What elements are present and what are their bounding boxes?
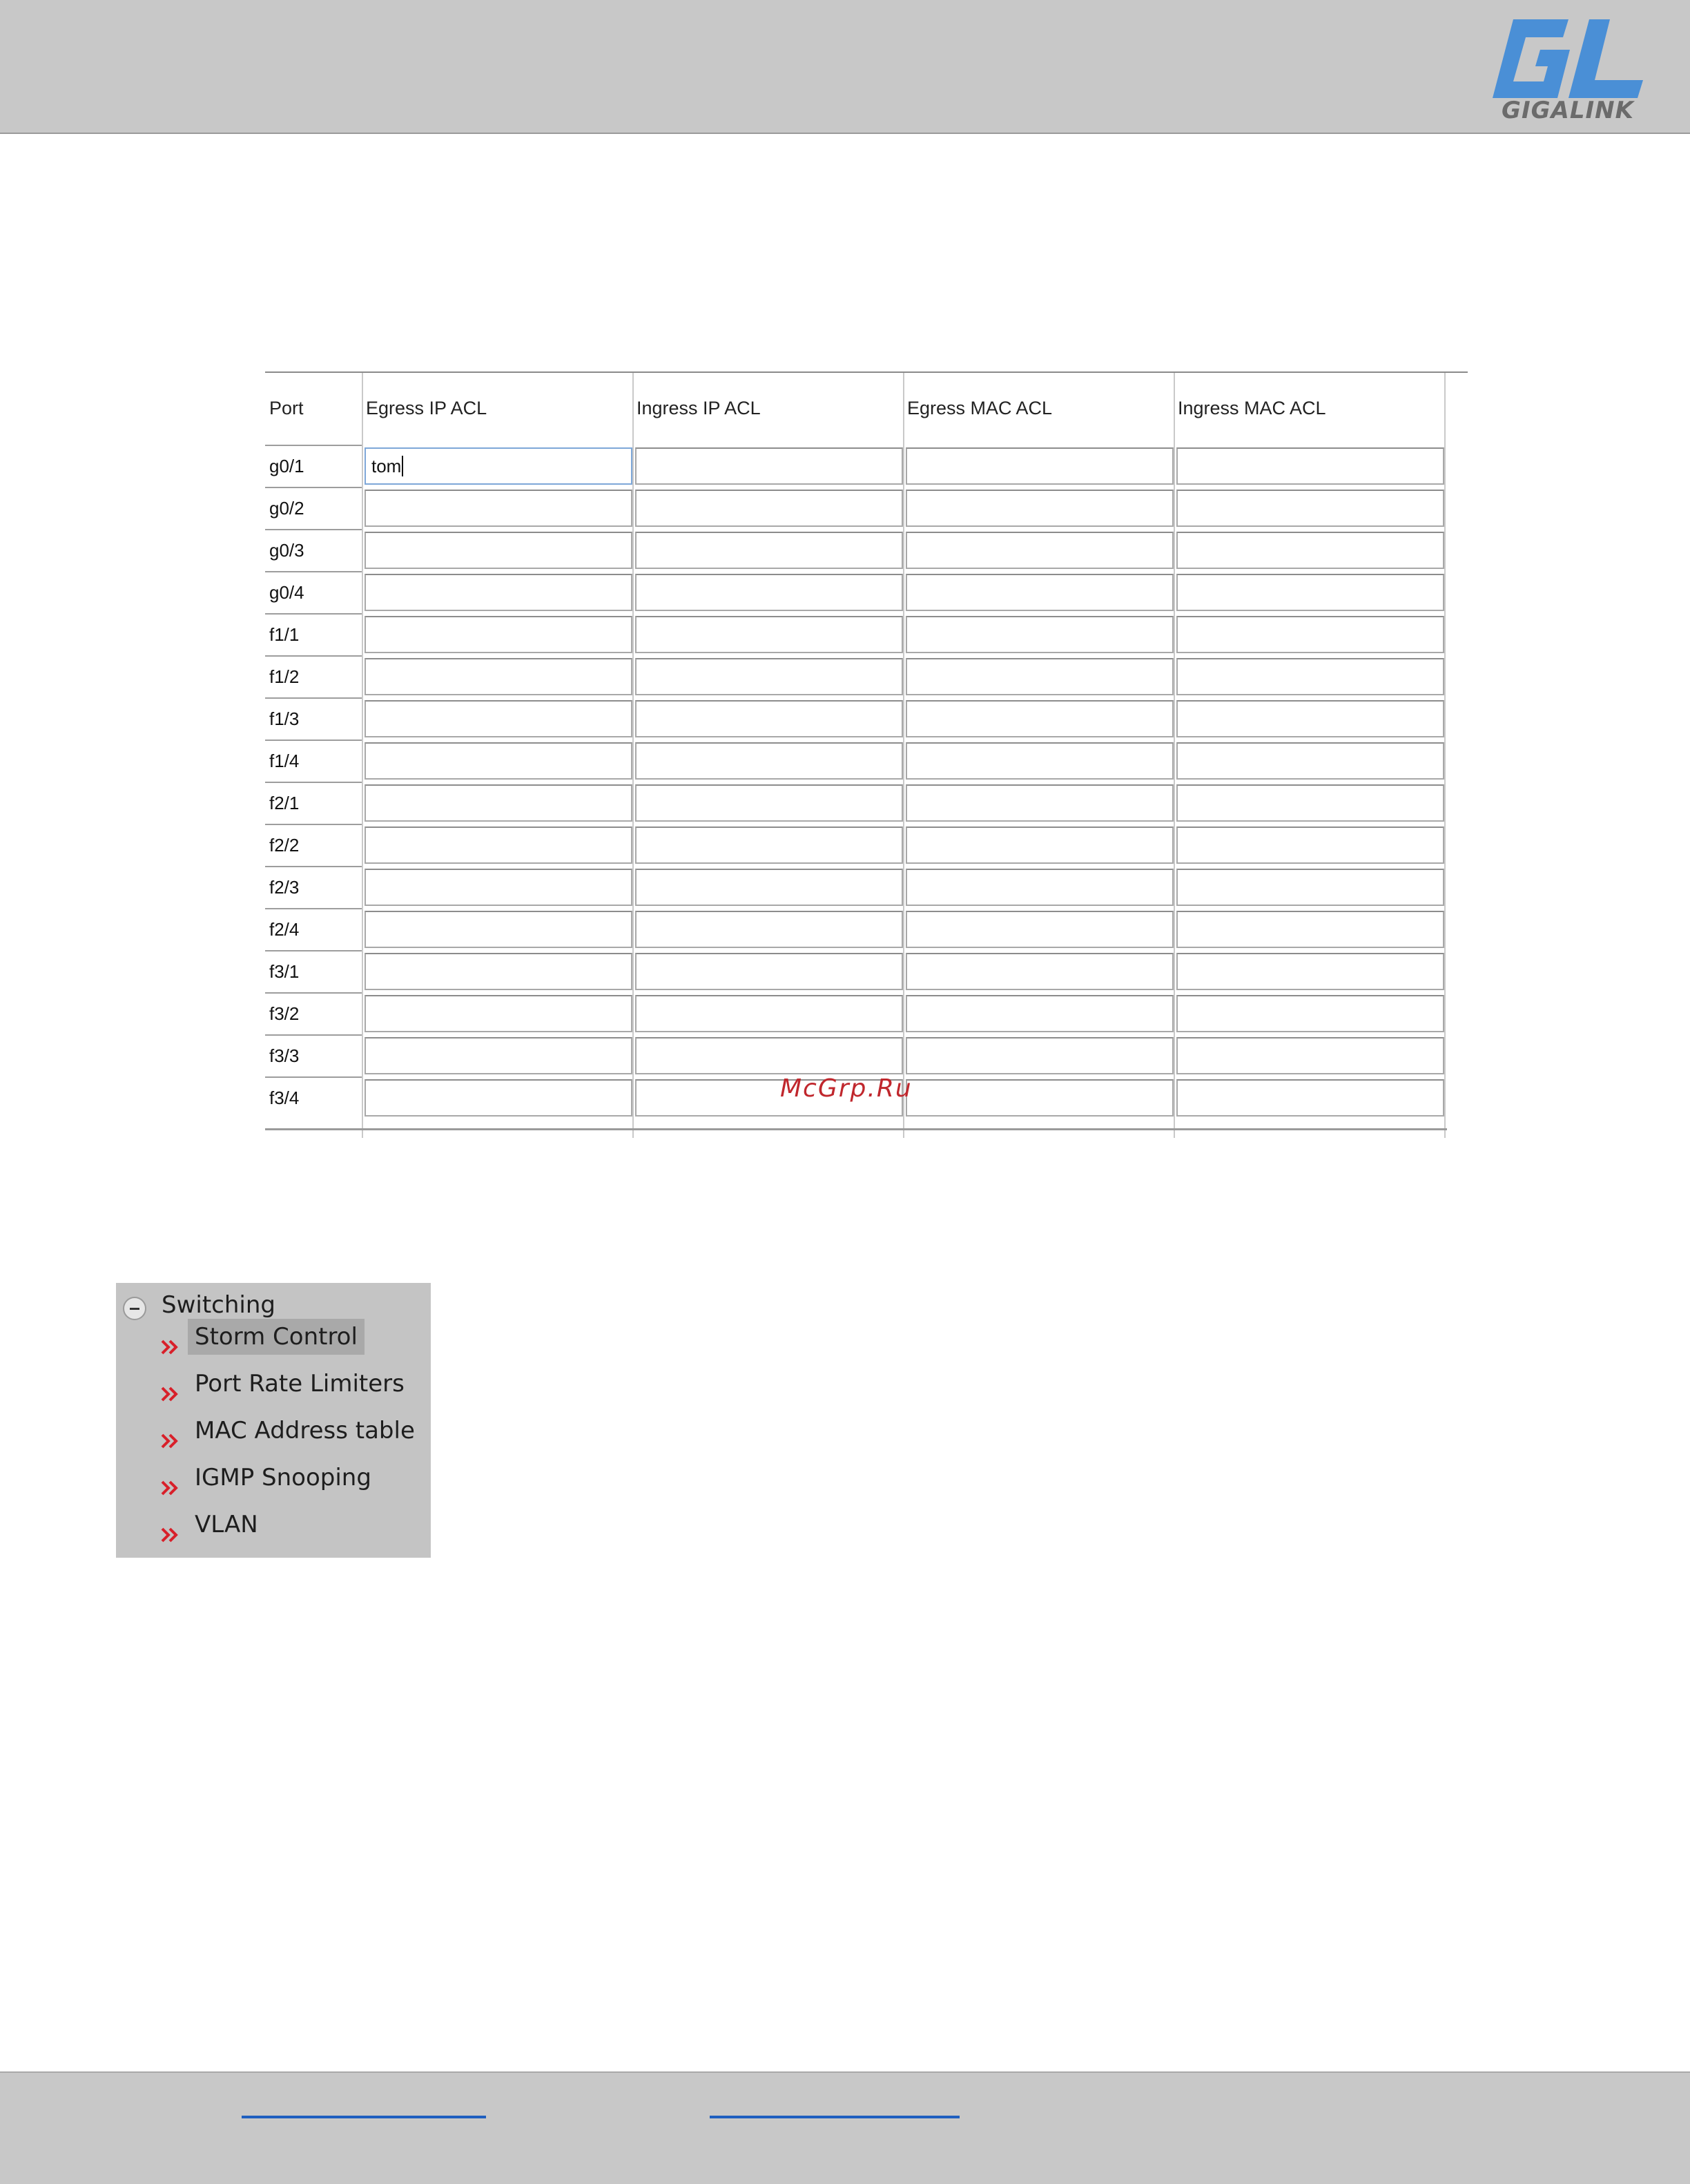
row-divider [265,655,362,657]
egress-ip-acl-input[interactable] [365,827,632,864]
tree-item-label: IGMP Snooping [195,1464,371,1491]
egress-mac-acl-input[interactable] [906,827,1174,864]
port-label: f2/3 [269,877,300,898]
page-footer [0,2071,1690,2184]
ingress-mac-acl-input[interactable] [1176,742,1444,780]
egress-ip-acl-input[interactable] [365,447,632,485]
port-label: f3/4 [269,1088,300,1108]
ingress-ip-acl-input[interactable] [635,1037,903,1074]
column-divider [1174,373,1175,1138]
column-divider [903,373,904,1138]
tree-item[interactable] [150,1319,427,1364]
row-divider [265,445,362,446]
egress-mac-acl-input[interactable] [906,869,1174,906]
ingress-mac-acl-input[interactable] [1176,447,1444,485]
row-divider [265,487,362,488]
logo-wordmark: GIGALINK [1502,97,1634,124]
row-divider [265,1034,362,1036]
ingress-ip-acl-input[interactable] [635,700,903,737]
tree-item-label: Storm Control [188,1319,365,1355]
ingress-ip-acl-input[interactable] [635,995,903,1032]
row-divider [265,613,362,615]
port-label: f1/1 [269,624,300,645]
row-divider [265,992,362,994]
egress-ip-acl-input[interactable] [365,869,632,906]
ingress-mac-acl-input[interactable] [1176,869,1444,906]
tree-node-label: Switching [162,1291,275,1319]
tree-item[interactable] [150,1366,427,1411]
tree-item[interactable] [150,1413,427,1458]
ingress-ip-acl-input[interactable] [635,658,903,695]
footer-link-underline[interactable] [710,2116,960,2118]
footer-link-underline[interactable] [242,2116,486,2118]
tree-item[interactable] [150,1460,427,1505]
column-divider [632,373,634,1138]
egress-ip-acl-input[interactable] [365,784,632,822]
ingress-ip-acl-input[interactable] [635,827,903,864]
text-caret [402,456,403,476]
egress-mac-acl-input[interactable] [906,658,1174,695]
ingress-mac-acl-input[interactable] [1176,953,1444,990]
row-divider [265,866,362,867]
egress-ip-acl-input[interactable] [365,742,632,780]
row-divider [265,1076,362,1078]
egress-mac-acl-input[interactable] [906,490,1174,527]
port-label: f3/1 [269,961,300,982]
ingress-mac-acl-input[interactable] [1176,1037,1444,1074]
tree-item-label: VLAN [195,1511,258,1538]
egress-mac-acl-input[interactable] [906,532,1174,569]
double-chevron-right-icon [160,1431,184,1451]
egress-ip-acl-input[interactable] [365,1079,632,1117]
egress-ip-acl-input[interactable] [365,532,632,569]
ingress-mac-acl-input[interactable] [1176,827,1444,864]
table-cut-edge [265,1128,1447,1130]
egress-mac-acl-input[interactable] [906,447,1174,485]
ingress-ip-acl-input[interactable] [635,574,903,611]
port-label: f3/3 [269,1045,300,1066]
ingress-ip-acl-input[interactable] [635,911,903,948]
egress-ip-acl-input[interactable] [365,490,632,527]
egress-ip-acl-input[interactable] [365,616,632,653]
egress-mac-acl-input[interactable] [906,953,1174,990]
ingress-mac-acl-input[interactable] [1176,658,1444,695]
egress-ip-acl-input[interactable] [365,911,632,948]
ingress-mac-acl-input[interactable] [1176,490,1444,527]
column-header-egress-ip-acl: Egress IP ACL [366,398,487,418]
egress-mac-acl-input[interactable] [906,616,1174,653]
ingress-ip-acl-input[interactable] [635,532,903,569]
port-label: f2/2 [269,835,300,856]
port-label: f1/3 [269,708,300,729]
double-chevron-right-icon [160,1384,184,1404]
double-chevron-right-icon [160,1478,184,1498]
ingress-mac-acl-input[interactable] [1176,911,1444,948]
ingress-mac-acl-input[interactable] [1176,995,1444,1032]
row-divider [265,824,362,825]
gl-logo-icon [1486,15,1650,105]
row-divider [265,950,362,951]
ingress-ip-acl-input[interactable] [635,953,903,990]
egress-ip-acl-input[interactable] [365,995,632,1032]
row-divider [265,571,362,572]
port-label: g0/2 [269,498,304,519]
row-divider [265,529,362,530]
row-divider [265,697,362,699]
port-label: f2/4 [269,919,300,940]
ingress-mac-acl-input[interactable] [1176,700,1444,737]
port-label: f1/2 [269,666,300,687]
ingress-ip-acl-input[interactable] [635,742,903,780]
egress-ip-acl-input[interactable] [365,658,632,695]
ingress-mac-acl-input[interactable] [1176,1079,1444,1117]
tree-item[interactable] [150,1507,427,1552]
column-header-ingress-ip-acl: Ingress IP ACL [637,398,761,418]
ingress-mac-acl-input[interactable] [1176,616,1444,653]
egress-mac-acl-input[interactable] [906,784,1174,822]
egress-mac-acl-input[interactable] [906,995,1174,1032]
switching-tree-menu [116,1283,431,1558]
double-chevron-right-icon [160,1337,184,1357]
egress-ip-acl-input[interactable] [365,1037,632,1074]
egress-ip-acl-input[interactable] [365,700,632,737]
egress-mac-acl-input[interactable] [906,574,1174,611]
column-header-port: Port [269,398,304,418]
tree-item-label: MAC Address table [195,1417,415,1444]
tree-item-label: Port Rate Limiters [195,1370,405,1398]
egress-mac-acl-input[interactable] [906,911,1174,948]
port-label: f2/1 [269,793,300,813]
row-divider [265,740,362,741]
ingress-mac-acl-input[interactable] [1176,532,1444,569]
row-divider [265,908,362,909]
ingress-mac-acl-input[interactable] [1176,784,1444,822]
minus-circle-icon[interactable] [123,1297,146,1320]
egress-ip-acl-input[interactable] [365,574,632,611]
port-label: f3/2 [269,1003,300,1024]
gigalink-logo [1486,15,1650,126]
tree-node-switching[interactable] [120,1283,424,1322]
ingress-ip-acl-input[interactable] [635,490,903,527]
input-value: tom [371,456,403,477]
egress-mac-acl-input[interactable] [906,1037,1174,1074]
ingress-ip-acl-input[interactable] [635,616,903,653]
column-header-egress-mac-acl: Egress MAC ACL [907,398,1053,418]
ingress-ip-acl-input[interactable] [635,869,903,906]
ingress-ip-acl-input[interactable] [635,784,903,822]
column-header-ingress-mac-acl: Ingress MAC ACL [1178,398,1326,418]
row-divider [265,782,362,783]
ingress-mac-acl-input[interactable] [1176,574,1444,611]
column-divider [1444,373,1446,1138]
double-chevron-right-icon [160,1525,184,1545]
port-label: g0/1 [269,456,304,476]
port-label: f1/4 [269,751,300,771]
egress-mac-acl-input[interactable] [906,1079,1174,1117]
egress-mac-acl-input[interactable] [906,742,1174,780]
page-header [0,0,1690,134]
table-top-border [265,371,1468,373]
column-divider [362,373,363,1138]
egress-mac-acl-input[interactable] [906,700,1174,737]
ingress-ip-acl-input[interactable] [635,447,903,485]
port-acl-table [265,371,1468,1138]
watermark: McGrp.Ru [780,1074,913,1103]
port-label: g0/4 [269,582,304,603]
egress-ip-acl-input[interactable] [365,953,632,990]
port-label: g0/3 [269,540,304,561]
